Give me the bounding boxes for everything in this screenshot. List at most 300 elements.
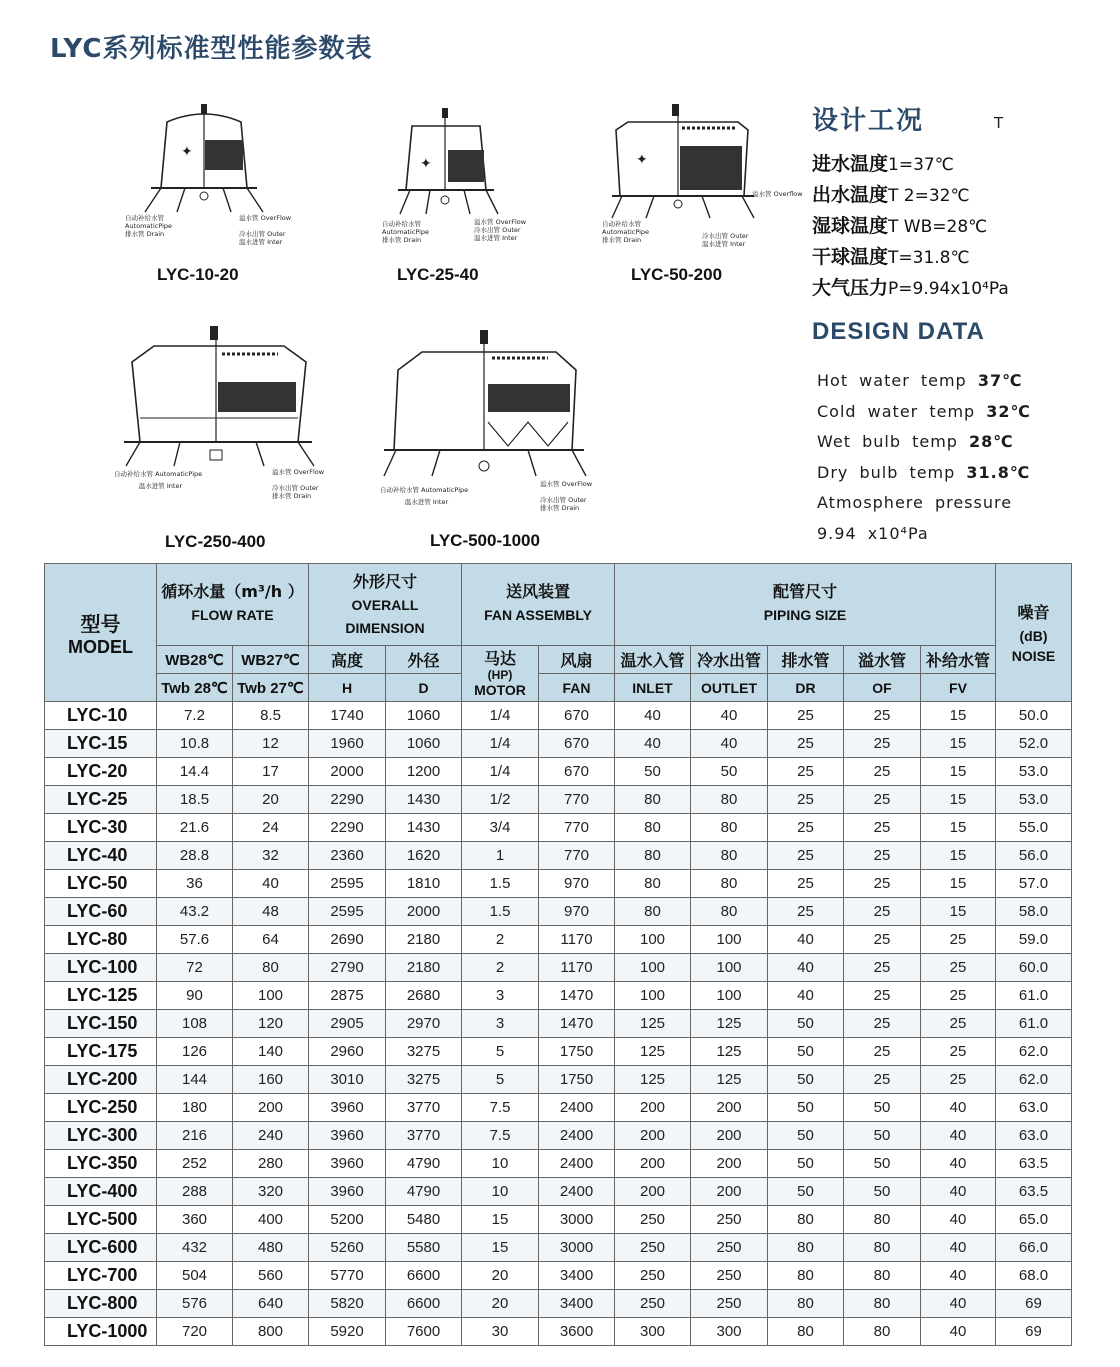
table-cell: 200 — [615, 1178, 691, 1206]
header-motor: 马达 (HP) MOTOR — [462, 646, 539, 702]
table-cell: 200 — [233, 1094, 309, 1122]
table-cell: 10 — [462, 1178, 539, 1206]
table-cell: 200 — [615, 1094, 691, 1122]
table-cell: 80 — [615, 814, 691, 842]
table-cell: 5 — [462, 1038, 539, 1066]
table-cell: 25 — [768, 870, 844, 898]
condition-row: 进水温度1=37℃ — [812, 153, 954, 175]
table-cell: 1750 — [539, 1038, 615, 1066]
tower-note: 排水管 — [540, 504, 560, 512]
table-cell: 6600 — [386, 1262, 462, 1290]
tower-note: Inter — [267, 238, 283, 246]
table-cell: 40 — [921, 1178, 996, 1206]
design-data-row: Hot water temp 37℃ — [817, 371, 1023, 390]
table-cell: 3960 — [309, 1094, 386, 1122]
table-cell: 2180 — [386, 954, 462, 982]
tower-diagram-small — [370, 100, 570, 250]
table-cell: 17 — [233, 758, 309, 786]
table-cell: 320 — [233, 1178, 309, 1206]
condition-row: 大气压力P=9.94x10⁴Pa — [812, 277, 1009, 299]
model-cell: LYC-250 — [45, 1094, 157, 1122]
tower-note: 溢水管 — [752, 190, 772, 198]
table-cell: 40 — [768, 926, 844, 954]
table-cell: 40 — [921, 1206, 996, 1234]
table-cell: 14.4 — [157, 758, 233, 786]
table-cell: 200 — [691, 1178, 768, 1206]
table-cell: 40 — [921, 1150, 996, 1178]
table-cell: 180 — [157, 1094, 233, 1122]
table-cell: 25 — [768, 786, 844, 814]
table-cell: 7.5 — [462, 1094, 539, 1122]
table-cell: 62.0 — [996, 1066, 1072, 1094]
table-cell: 25 — [844, 702, 921, 730]
table-cell: 125 — [691, 1066, 768, 1094]
model-cell: LYC-40 — [45, 842, 157, 870]
table-cell: 62.0 — [996, 1038, 1072, 1066]
table-row — [45, 702, 1072, 730]
table-cell: 24 — [233, 814, 309, 842]
model-cell: LYC-10 — [45, 702, 157, 730]
tower-note: 自动补给水管 — [125, 214, 164, 222]
table-cell: 300 — [615, 1318, 691, 1346]
table-cell: 55.0 — [996, 814, 1072, 842]
tower-diagram-medium — [598, 100, 808, 250]
table-cell: 200 — [615, 1150, 691, 1178]
table-cell: 40 — [768, 982, 844, 1010]
table-cell: 15 — [921, 814, 996, 842]
table-cell: 5200 — [309, 1206, 386, 1234]
model-cell: LYC-600 — [45, 1234, 157, 1262]
header-makeup-en: FV — [921, 674, 996, 702]
tower-note: OverFlow — [260, 214, 292, 222]
tower-note: 冷水出管 — [272, 484, 298, 492]
table-cell: 4790 — [386, 1150, 462, 1178]
table-cell: 1620 — [386, 842, 462, 870]
table-cell: 160 — [233, 1066, 309, 1094]
table-cell: 7.2 — [157, 702, 233, 730]
table-cell: 504 — [157, 1262, 233, 1290]
table-cell: 400 — [233, 1206, 309, 1234]
table-cell: 3000 — [539, 1234, 615, 1262]
table-cell: 63.5 — [996, 1178, 1072, 1206]
table-cell: 1960 — [309, 730, 386, 758]
table-cell: 53.0 — [996, 758, 1072, 786]
table-cell: 250 — [615, 1234, 691, 1262]
tower-diagram-small — [115, 100, 315, 250]
table-cell: 640 — [233, 1290, 309, 1318]
table-cell: 2180 — [386, 926, 462, 954]
table-cell: 2905 — [309, 1010, 386, 1038]
table-cell: 15 — [921, 870, 996, 898]
table-cell: 144 — [157, 1066, 233, 1094]
model-cell: LYC-500 — [45, 1206, 157, 1234]
table-cell: 3770 — [386, 1094, 462, 1122]
header-fan-assembly: 送风装置 FAN ASSEMBLY — [462, 564, 615, 646]
header-noise: 噪音 (dB) NOISE — [996, 564, 1072, 702]
table-cell: 3770 — [386, 1122, 462, 1150]
table-cell: 2790 — [309, 954, 386, 982]
table-cell: 40 — [921, 1094, 996, 1122]
tower-diagram-large — [110, 322, 340, 502]
tower-note: 冷水出管 — [540, 496, 566, 504]
table-cell: 1170 — [539, 954, 615, 982]
table-cell: 1/4 — [462, 730, 539, 758]
model-cell: LYC-80 — [45, 926, 157, 954]
tower-note: 溢水管 — [540, 480, 560, 488]
table-cell: 25 — [844, 1010, 921, 1038]
tower-note: AutomaticPipe — [155, 470, 203, 478]
table-row — [45, 1122, 1072, 1150]
table-cell: 69 — [996, 1318, 1072, 1346]
tower-note: Inter — [166, 482, 183, 490]
model-cell: LYC-350 — [45, 1150, 157, 1178]
table-cell: 2000 — [309, 758, 386, 786]
table-cell: 25 — [921, 982, 996, 1010]
table-cell: 10 — [462, 1150, 539, 1178]
table-cell: 68.0 — [996, 1262, 1072, 1290]
table-cell: 3 — [462, 982, 539, 1010]
table-cell: 1750 — [539, 1066, 615, 1094]
table-cell: 6600 — [386, 1290, 462, 1318]
table-row — [45, 1066, 1072, 1094]
header-outlet: 冷水出管 — [691, 646, 768, 674]
tower-note: OverFlow — [561, 480, 593, 488]
table-cell: 36 — [157, 870, 233, 898]
model-cell: LYC-400 — [45, 1178, 157, 1206]
table-cell: 5260 — [309, 1234, 386, 1262]
table-cell: 252 — [157, 1150, 233, 1178]
header-overflow: 溢水管 — [844, 646, 921, 674]
header-overflow-en: OF — [844, 674, 921, 702]
table-cell: 25 — [844, 842, 921, 870]
table-cell: 108 — [157, 1010, 233, 1038]
table-cell: 80 — [768, 1206, 844, 1234]
table-cell: 250 — [691, 1234, 768, 1262]
model-cell: LYC-1000 — [45, 1318, 157, 1346]
table-cell: 80 — [768, 1318, 844, 1346]
table-cell: 63.0 — [996, 1122, 1072, 1150]
table-cell: 40 — [615, 702, 691, 730]
tower-note: 冷水出管 — [239, 230, 265, 238]
table-cell: 69 — [996, 1290, 1072, 1318]
tower-note: 温水进管 — [404, 498, 431, 506]
tower-note: AutomaticPipe — [125, 222, 173, 230]
table-cell: 80 — [615, 786, 691, 814]
table-cell: 80 — [233, 954, 309, 982]
table-cell: 50 — [768, 1010, 844, 1038]
table-cell: 50 — [768, 1038, 844, 1066]
table-cell: 2290 — [309, 814, 386, 842]
table-cell: 64 — [233, 926, 309, 954]
model-cell: LYC-200 — [45, 1066, 157, 1094]
table-cell: 30 — [462, 1318, 539, 1346]
table-cell: 100 — [691, 982, 768, 1010]
table-cell: 20 — [462, 1290, 539, 1318]
table-cell: 18.5 — [157, 786, 233, 814]
table-cell: 50 — [691, 758, 768, 786]
table-cell: 2000 — [386, 898, 462, 926]
table-cell: 80 — [844, 1206, 921, 1234]
table-cell: 80 — [691, 786, 768, 814]
table-cell: 10.8 — [157, 730, 233, 758]
table-cell: 25 — [921, 1066, 996, 1094]
table-cell: 80 — [615, 870, 691, 898]
header-flow-rate: 循环水量（m³/h ） FLOW RATE — [157, 564, 309, 646]
table-cell: 50 — [844, 1094, 921, 1122]
table-cell: 12 — [233, 730, 309, 758]
tower-note: Drain — [293, 492, 312, 500]
table-cell: 15 — [921, 786, 996, 814]
table-cell: 1/4 — [462, 758, 539, 786]
tower-note: Drain — [623, 236, 642, 244]
table-row — [45, 898, 1072, 926]
table-cell: 72 — [157, 954, 233, 982]
table-cell: 15 — [921, 842, 996, 870]
table-cell: 2970 — [386, 1010, 462, 1038]
table-cell: 3275 — [386, 1038, 462, 1066]
table-cell: 48 — [233, 898, 309, 926]
model-cell: LYC-60 — [45, 898, 157, 926]
table-cell: 80 — [691, 898, 768, 926]
table-cell: 3400 — [539, 1262, 615, 1290]
header-dimension: 外形尺寸 OVERALL DIMENSION — [309, 564, 462, 646]
tower-note: Outer — [300, 484, 319, 492]
table-cell: 1430 — [386, 786, 462, 814]
model-cell: LYC-20 — [45, 758, 157, 786]
tower-note: 排水管 — [125, 230, 145, 238]
table-cell: 140 — [233, 1038, 309, 1066]
design-data-row: Dry bulb temp 31.8℃ — [817, 462, 1031, 482]
tower-note: AutomaticPipe — [421, 486, 469, 494]
table-cell: 21.6 — [157, 814, 233, 842]
table-cell: 25 — [921, 926, 996, 954]
table-row — [45, 1094, 1072, 1122]
table-row — [45, 786, 1072, 814]
table-cell: 50 — [844, 1150, 921, 1178]
table-cell: 15 — [921, 730, 996, 758]
table-cell: 40 — [921, 1122, 996, 1150]
table-cell: 25 — [768, 758, 844, 786]
tower-note: Outer — [730, 232, 749, 240]
model-cell: LYC-15 — [45, 730, 157, 758]
tower-note: 溢水管 — [474, 218, 494, 226]
table-cell: 61.0 — [996, 1010, 1072, 1038]
table-row — [45, 730, 1072, 758]
table-cell: 3400 — [539, 1290, 615, 1318]
table-cell: 80 — [691, 870, 768, 898]
table-cell: 3960 — [309, 1150, 386, 1178]
table-cell: 25 — [844, 814, 921, 842]
model-cell: LYC-25 — [45, 786, 157, 814]
model-cell: LYC-700 — [45, 1262, 157, 1290]
table-row — [45, 954, 1072, 982]
table-cell: 100 — [615, 926, 691, 954]
tower-label: LYC-500-1000 — [430, 531, 540, 550]
table-cell: 200 — [691, 1122, 768, 1150]
table-cell: 61.0 — [996, 982, 1072, 1010]
table-cell: 3 — [462, 1010, 539, 1038]
table-cell: 3/4 — [462, 814, 539, 842]
table-row — [45, 1290, 1072, 1318]
table-row — [45, 926, 1072, 954]
table-cell: 280 — [233, 1150, 309, 1178]
table-cell: 1810 — [386, 870, 462, 898]
table-cell: 40 — [921, 1262, 996, 1290]
table-cell: 3000 — [539, 1206, 615, 1234]
table-cell: 2960 — [309, 1038, 386, 1066]
table-cell: 300 — [691, 1318, 768, 1346]
table-row — [45, 1178, 1072, 1206]
table-cell: 25 — [844, 758, 921, 786]
condition-row: 干球温度T=31.8℃ — [812, 246, 970, 268]
table-cell: 3960 — [309, 1178, 386, 1206]
header-height: 高度 — [309, 646, 386, 674]
tower-note: 自动补给水管 — [380, 486, 419, 494]
table-cell: 576 — [157, 1290, 233, 1318]
model-cell: LYC-125 — [45, 982, 157, 1010]
table-cell: 56.0 — [996, 842, 1072, 870]
table-cell: 770 — [539, 786, 615, 814]
table-cell: 250 — [691, 1262, 768, 1290]
table-cell: 50 — [768, 1122, 844, 1150]
table-cell: 126 — [157, 1038, 233, 1066]
table-cell: 40 — [233, 870, 309, 898]
table-cell: 432 — [157, 1234, 233, 1262]
table-cell: 80 — [844, 1262, 921, 1290]
tower-label: LYC-25-40 — [397, 265, 479, 284]
table-cell: 40 — [615, 730, 691, 758]
table-cell: 25 — [768, 702, 844, 730]
table-cell: 40 — [921, 1234, 996, 1262]
tower-note: OverFlow — [293, 468, 325, 476]
tower-note: AutomaticPipe — [602, 228, 650, 236]
tower-note: 温水进管 — [239, 238, 265, 246]
tower-note: Inter — [502, 234, 518, 242]
table-cell: 50 — [844, 1122, 921, 1150]
tower-note: 温水进管 — [702, 240, 728, 248]
table-cell: 50 — [768, 1066, 844, 1094]
tower-note: 溢水管 — [272, 468, 292, 476]
table-cell: 57.6 — [157, 926, 233, 954]
tower-note: 溢水管 — [239, 214, 259, 222]
header-wb28: WB28℃ — [157, 646, 233, 674]
tower-note: Drain — [146, 230, 165, 238]
table-cell: 250 — [615, 1206, 691, 1234]
table-cell: 15 — [462, 1234, 539, 1262]
table-cell: 63.0 — [996, 1094, 1072, 1122]
tower-note: 温水进管 — [474, 234, 500, 242]
header-drain: 排水管 — [768, 646, 844, 674]
table-cell: 125 — [691, 1010, 768, 1038]
table-cell: 25 — [844, 730, 921, 758]
design-t-mark: T — [994, 114, 1004, 132]
table-cell: 15 — [462, 1206, 539, 1234]
table-cell: 50 — [768, 1094, 844, 1122]
table-cell: 80 — [615, 898, 691, 926]
header-twb28: Twb 28℃ — [157, 674, 233, 702]
table-cell: 125 — [615, 1038, 691, 1066]
tower-note: 自动补给水管 — [114, 470, 153, 478]
table-cell: 5820 — [309, 1290, 386, 1318]
header-fan: 风扇 — [539, 646, 615, 674]
table-row — [45, 1010, 1072, 1038]
table-cell: 5580 — [386, 1234, 462, 1262]
table-cell: 40 — [768, 954, 844, 982]
table-cell: 3600 — [539, 1318, 615, 1346]
tower-note: Drain — [561, 504, 580, 512]
table-cell: 5480 — [386, 1206, 462, 1234]
table-cell: 80 — [691, 842, 768, 870]
svg-text:✦: ✦ — [181, 144, 193, 160]
condition-row: 出水温度T 2=32℃ — [812, 184, 970, 206]
table-cell: 7600 — [386, 1318, 462, 1346]
table-cell: 250 — [615, 1262, 691, 1290]
table-cell: 32 — [233, 842, 309, 870]
table-row — [45, 1206, 1072, 1234]
table-cell: 2875 — [309, 982, 386, 1010]
tower-note: AutomaticPipe — [382, 228, 430, 236]
tower-label: LYC-10-20 — [157, 265, 239, 284]
table-cell: 57.0 — [996, 870, 1072, 898]
table-cell: 40 — [921, 1290, 996, 1318]
table-cell: 15 — [921, 758, 996, 786]
svg-text:✦: ✦ — [420, 156, 432, 172]
condition-row: 湿球温度T WB=28℃ — [812, 215, 988, 237]
page-title: LYC系列标准型性能参数表 — [50, 34, 373, 64]
model-cell: LYC-300 — [45, 1122, 157, 1150]
table-cell: 80 — [615, 842, 691, 870]
tower-note: 自动补给水管 — [382, 220, 421, 228]
table-cell: 2290 — [309, 786, 386, 814]
table-cell: 2360 — [309, 842, 386, 870]
table-row — [45, 1234, 1072, 1262]
table-cell: 5770 — [309, 1262, 386, 1290]
table-cell: 120 — [233, 1010, 309, 1038]
table-cell: 288 — [157, 1178, 233, 1206]
table-cell: 1/4 — [462, 702, 539, 730]
header-fan-en: FAN — [539, 674, 615, 702]
table-cell: 1470 — [539, 982, 615, 1010]
table-cell: 240 — [233, 1122, 309, 1150]
design-data-row: Atmosphere pressure — [817, 493, 1013, 512]
tower-note: OverFlow — [495, 218, 527, 226]
table-cell: 100 — [615, 954, 691, 982]
table-cell: 1060 — [386, 730, 462, 758]
table-cell: 2595 — [309, 898, 386, 926]
tower-note: Inter — [432, 498, 449, 506]
header-inlet-en: INLET — [615, 674, 691, 702]
tower-note: 排水管 — [382, 236, 402, 244]
table-cell: 40 — [691, 730, 768, 758]
header-wb27: WB27℃ — [233, 646, 309, 674]
table-cell: 3010 — [309, 1066, 386, 1094]
design-data-row: Wet bulb temp 28℃ — [817, 432, 1014, 451]
table-cell: 25 — [844, 1038, 921, 1066]
table-cell: 25 — [768, 730, 844, 758]
header-drain-en: DR — [768, 674, 844, 702]
table-cell: 66.0 — [996, 1234, 1072, 1262]
header-diameter: 外径 — [386, 646, 462, 674]
table-cell: 1430 — [386, 814, 462, 842]
design-data-row: 9.94 x10⁴Pa — [817, 523, 929, 543]
table-cell: 43.2 — [157, 898, 233, 926]
table-cell: 50 — [768, 1178, 844, 1206]
table-cell: 200 — [691, 1150, 768, 1178]
table-cell: 5920 — [309, 1318, 386, 1346]
table-cell: 720 — [157, 1318, 233, 1346]
table-cell: 80 — [768, 1234, 844, 1262]
design-conditions-title: 设计工况 — [812, 106, 925, 136]
